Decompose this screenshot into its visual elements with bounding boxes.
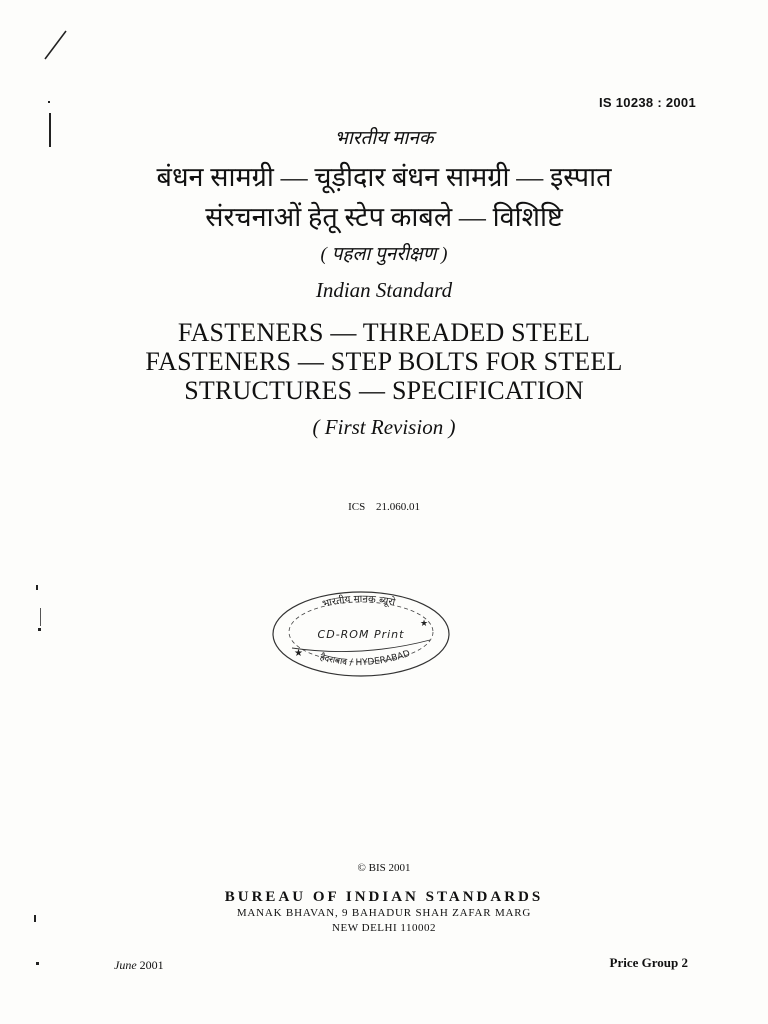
english-standard-label: Indian Standard: [315, 278, 453, 302]
ics-number: 21.060.01: [375, 501, 420, 513]
library-stamp: [270, 588, 452, 678]
english-title-line-2: FASTENERS — STEP BOLTS FOR STEEL: [145, 347, 623, 376]
ics-code: [0, 501, 768, 513]
hindi-revision: ( पहला पुनरीक्षण ): [320, 244, 448, 265]
ics-label: ICS: [348, 501, 366, 513]
publication-date: [114, 958, 164, 973]
hindi-standard-label: भारतीय मानक: [334, 128, 434, 149]
publisher-address-line-2: NEW DELHI 110002: [332, 922, 436, 934]
scan-edge-mark: [38, 628, 41, 631]
scan-edge-mark: [36, 962, 39, 965]
english-revision: ( First Revision ): [312, 415, 456, 439]
publication-month: June: [114, 958, 137, 972]
publication-year: 2001: [139, 958, 164, 972]
publisher-address-line-1: MANAK BHAVAN, 9 BAHADUR SHAH ZAFAR MARG: [236, 907, 532, 919]
standard-number: IS 10238 : 2001: [598, 95, 696, 110]
stamp-star-icon: ★: [420, 618, 429, 628]
english-title-line-3: STRUCTURES — SPECIFICATION: [184, 376, 584, 405]
publisher-name: BUREAU OF INDIAN STANDARDS: [224, 889, 544, 905]
scan-slash-mark: [40, 28, 70, 62]
scan-edge-mark: [40, 608, 41, 626]
english-title-line-1: FASTENERS — THREADED STEEL: [177, 318, 591, 347]
copyright-notice: © BIS 2001: [357, 862, 411, 874]
scan-edge-mark: [48, 101, 50, 103]
stamp-star-icon: ★: [294, 648, 303, 659]
scan-edge-mark: [36, 585, 38, 590]
hindi-title-line-1: बंधन सामग्री — चूड़ीदार बंधन सामग्री — इस्पात: [156, 162, 612, 192]
stamp-top-text: भारतीय मानक ब्यूरो: [321, 594, 397, 611]
stamp-middle-text: CD-ROM Print: [317, 628, 405, 641]
stamp-bottom-text: हैदराबाद / HYDERABAD: [318, 648, 412, 669]
hindi-title-line-2: संरचनाओं हेतू स्टेप काबले — विशिष्टि: [205, 202, 563, 232]
price-group: Price Group 2: [609, 955, 688, 970]
